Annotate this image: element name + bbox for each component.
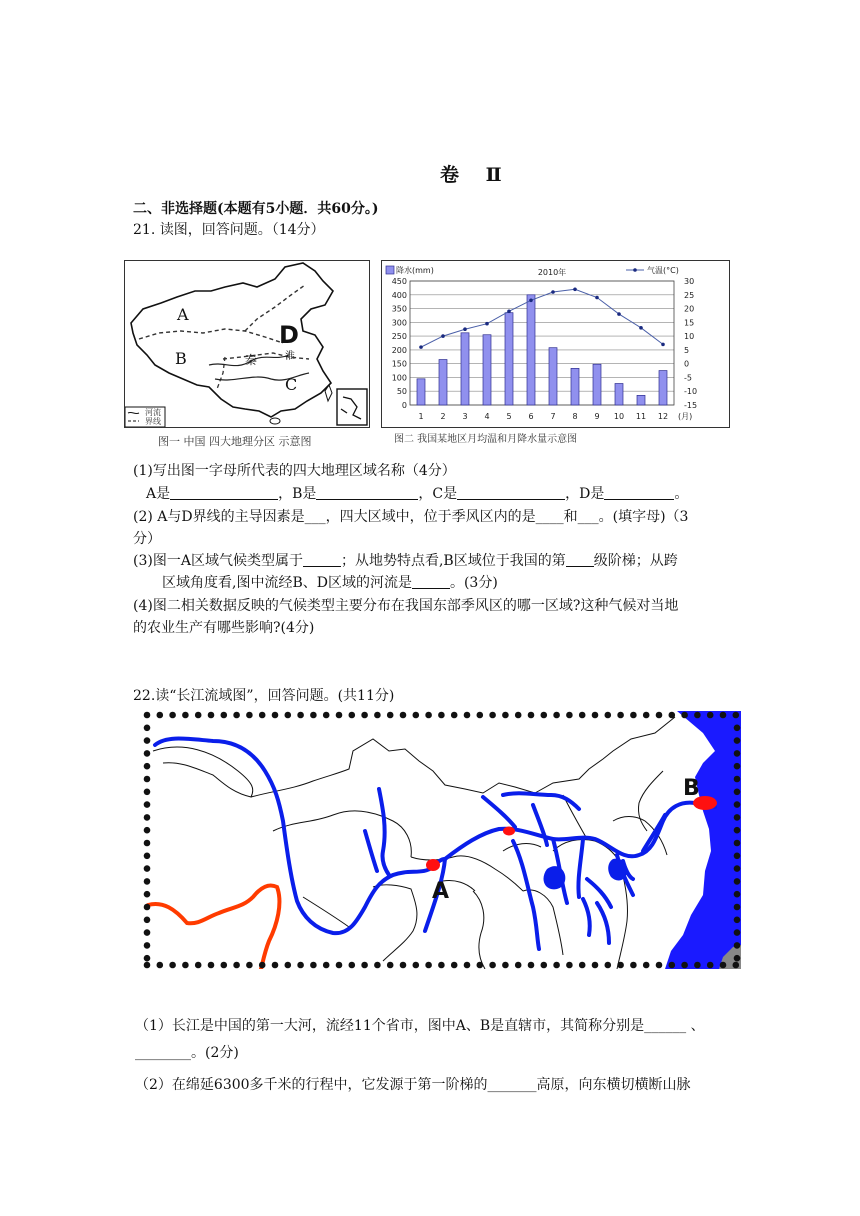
sub3-text-b: ；从地势特点看,B区域位于我国的第: [340, 553, 566, 569]
figure2-caption: 图二 我国某地区月均温和月降水量示意图: [394, 434, 578, 445]
q21-sub1-fill: [146, 484, 688, 504]
precipitation-bar: [549, 348, 557, 405]
y-right-tick: 25: [684, 290, 695, 300]
y-right-tick: 15: [684, 318, 695, 328]
fill-a-label: A是: [146, 486, 171, 502]
temperature-point: [573, 287, 577, 291]
yangtze-label-b: B: [683, 776, 700, 801]
blank-terrace[interactable]: [566, 552, 594, 567]
blank-c[interactable]: [457, 485, 565, 500]
y-right-tick: -10: [684, 387, 698, 397]
volume-title: 卷 Ⅱ: [440, 164, 512, 186]
temperature-point: [441, 334, 445, 338]
figure2-climate-chart: [381, 260, 730, 428]
q21-sub4-line2: 的农业生产有哪些影响?(4分): [133, 620, 315, 636]
blank-d[interactable]: [604, 485, 674, 500]
x-tick-label: 10: [613, 412, 625, 421]
sub3-text-e: 。(3分): [449, 575, 498, 591]
temperature-point: [595, 296, 599, 300]
temperature-point: [661, 343, 665, 347]
temperature-point: [507, 310, 511, 314]
y-right-tick: -5: [684, 373, 692, 383]
y-left-tick: 350: [391, 304, 407, 314]
legend-precip-swatch: [386, 266, 394, 274]
x-tick-label: 4: [484, 412, 490, 421]
map1-label-qin: 秦: [245, 353, 258, 367]
fill-c-label: ，C是: [418, 486, 458, 502]
map1-legend-river: 河流: [145, 408, 161, 417]
sub3-text-c: 级阶梯；从跨: [593, 553, 678, 569]
precipitation-bar: [461, 333, 469, 405]
sub3-text-a: (3)图一A区域气候类型属于: [133, 553, 303, 569]
temperature-point: [617, 312, 621, 316]
y-left-tick: 300: [391, 318, 407, 328]
y-right-tick: 30: [684, 277, 695, 286]
x-tick-label: 5: [506, 412, 512, 421]
precipitation-bar: [571, 368, 579, 405]
chart-title: 2010年: [537, 268, 567, 277]
yangtze-map-drawing: [143, 711, 741, 969]
precipitation-bar: [417, 379, 425, 405]
x-tick-label: 8: [572, 412, 578, 421]
y-right-tick: 10: [684, 332, 695, 342]
map1-label-c: C: [285, 375, 298, 394]
fill-b-label: ，B是: [278, 486, 317, 502]
q21-sub4-line1: (4)图二相关数据反映的气候类型主要分布在我国东部季风区的哪一区域?这种气候对当地: [133, 598, 679, 614]
q22-stem: 22.读“长江流域图”，回答问题。(共11分): [133, 688, 395, 704]
q21-sub2-line1: (2) A与D界线的主导因素是___，四大区域中，位于季风区内的是____和___。(填字母)（3: [133, 509, 689, 525]
x-tick-label: 9: [594, 412, 600, 421]
legend-precip-label: 降水(mm): [396, 266, 434, 275]
temperature-point: [551, 290, 555, 294]
precipitation-bar: [483, 335, 491, 405]
temperature-point: [419, 345, 423, 349]
sub3-text-d: 区域角度看,图中流经B、D区域的河流是: [162, 575, 412, 591]
x-tick-label: 12: [657, 412, 669, 421]
y-left-tick: 450: [391, 277, 407, 286]
precipitation-bar: [505, 313, 513, 405]
blank-river[interactable]: [412, 574, 450, 589]
y-left-tick: 150: [391, 359, 407, 369]
precipitation-bar: [593, 364, 601, 405]
x-tick-label: 3: [462, 412, 468, 421]
fill-d-label: ，D是: [565, 486, 605, 502]
figure1-caption: 图一 中国 四大地理分区 示意图: [158, 435, 312, 448]
q22-sub1-line1: （1）长江是中国的第一大河，流经11个省市，图中A、B是直辖市，其简称分别是______ 、: [135, 1018, 705, 1034]
q21-stem: 21. 读图，回答问题。（14分）: [133, 222, 325, 238]
blank-b[interactable]: [316, 485, 418, 500]
temperature-point: [639, 326, 643, 330]
precipitation-bar: [637, 395, 645, 405]
fill-end: 。: [674, 486, 689, 502]
y-left-tick: 250: [391, 332, 407, 342]
map1-label-huai: 淮: [285, 351, 295, 362]
map1-label-b: B: [175, 349, 187, 368]
x-tick-label: 7: [550, 412, 556, 421]
y-left-tick: 0: [401, 401, 407, 410]
y-left-tick: 200: [391, 345, 407, 355]
y-left-tick: 50: [396, 387, 407, 397]
plot-frame: [410, 281, 674, 405]
q21-sub2-line2: 分）: [133, 531, 161, 547]
y-right-tick: 5: [684, 345, 690, 355]
q21-sub3-line1: [133, 551, 678, 571]
blank-a[interactable]: [170, 485, 278, 500]
map1-label-a: A: [177, 305, 189, 324]
q21-sub3-line2: [162, 573, 498, 593]
temperature-point: [463, 327, 467, 331]
temperature-point: [485, 322, 489, 326]
x-tick-label: 6: [528, 412, 534, 421]
section-title: 二、非选择题(本题有5小题．共60分。): [133, 201, 379, 217]
legend-temp-point: [633, 268, 637, 272]
x-tick-label: 11: [635, 412, 647, 421]
climate-chart-svg: [382, 261, 729, 427]
x-unit-label: (月): [678, 412, 693, 421]
y-right-tick: -15: [684, 401, 698, 410]
y-left-tick: 400: [391, 290, 407, 300]
blank-climate-type[interactable]: [303, 552, 341, 567]
china-map-drawing: [125, 261, 369, 427]
x-tick-label: 2: [440, 412, 446, 421]
x-tick-label: 1: [418, 412, 424, 421]
q21-sub1: (1)写出图一字母所代表的四大地理区域名称（4分）: [133, 463, 456, 479]
y-right-tick: 20: [684, 304, 695, 314]
y-right-tick: 0: [684, 359, 690, 369]
precipitation-bar: [439, 360, 447, 405]
temperature-line: [421, 289, 663, 347]
yangtze-label-a: A: [432, 879, 450, 904]
y-left-tick: 100: [391, 373, 407, 383]
yangtze-basin-map: [143, 711, 741, 969]
precipitation-bar: [659, 371, 667, 405]
q22-sub2-line1: （2）在绵延6300多千米的行程中，它发源于第一阶梯的_______高原，向东横切横断山脉: [135, 1077, 691, 1093]
figure1-china-map: [124, 260, 370, 428]
temperature-point: [529, 298, 533, 302]
q22-sub1-line2: ________。(2分): [135, 1045, 239, 1061]
precipitation-bar: [527, 295, 535, 405]
precipitation-bar: [615, 384, 623, 405]
map1-label-d: D: [279, 321, 299, 349]
legend-temp-label: 气温(°C): [647, 266, 679, 275]
map1-legend-boundary: 界线: [145, 417, 161, 426]
